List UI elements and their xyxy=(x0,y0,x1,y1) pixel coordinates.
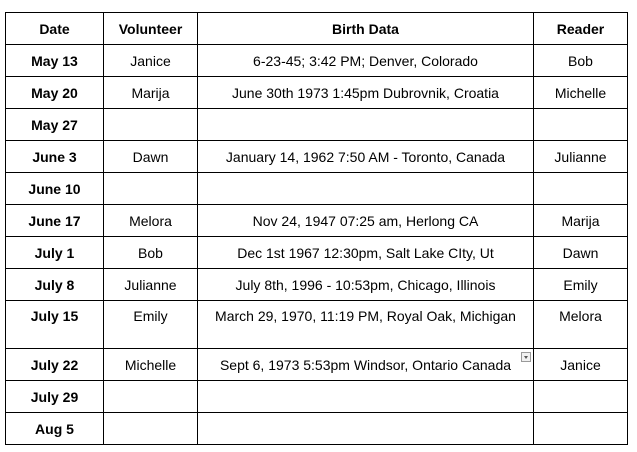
table-row xyxy=(6,269,628,301)
volunteer-cell[interactable]: Melora xyxy=(104,205,198,237)
table-row xyxy=(6,237,628,269)
table-row xyxy=(6,205,628,237)
date-cell[interactable]: July 8 xyxy=(6,269,104,301)
birth-data-cell[interactable] xyxy=(198,413,534,445)
birth-data-cell[interactable] xyxy=(198,173,534,205)
schedule-table-container xyxy=(5,12,628,445)
volunteer-cell[interactable]: Marija xyxy=(104,77,198,109)
birth-data-text: Sept 6, 1973 5:53pm Windsor, Ontario Canada xyxy=(219,356,512,373)
reader-cell[interactable]: Emily xyxy=(534,269,628,301)
birth-data-cell[interactable]: June 30th 1973 1:45pm Dubrovnik, Croatia xyxy=(198,77,534,109)
header-row xyxy=(6,13,628,45)
table-row xyxy=(6,349,628,381)
date-cell[interactable]: May 13 xyxy=(6,45,104,77)
schedule-table xyxy=(5,12,628,445)
date-cell[interactable]: May 20 xyxy=(6,77,104,109)
reader-cell[interactable]: Dawn xyxy=(534,237,628,269)
volunteer-cell[interactable] xyxy=(104,173,198,205)
volunteer-cell[interactable]: Bob xyxy=(104,237,198,269)
reader-cell[interactable] xyxy=(534,381,628,413)
birth-data-cell[interactable] xyxy=(198,381,534,413)
date-cell[interactable]: Aug 5 xyxy=(6,413,104,445)
date-cell[interactable]: July 15 xyxy=(6,301,104,349)
volunteer-cell[interactable]: Julianne xyxy=(104,269,198,301)
header-birth-data[interactable]: Birth Data xyxy=(198,13,534,45)
reader-cell[interactable] xyxy=(534,109,628,141)
header-volunteer[interactable]: Volunteer xyxy=(104,13,198,45)
table-row xyxy=(6,141,628,173)
volunteer-cell[interactable]: Janice xyxy=(104,45,198,77)
volunteer-cell[interactable]: Emily xyxy=(104,301,198,349)
birth-data-cell[interactable] xyxy=(198,109,534,141)
table-row xyxy=(6,173,628,205)
date-cell[interactable]: June 17 xyxy=(6,205,104,237)
reader-cell[interactable]: Michelle xyxy=(534,77,628,109)
table-row xyxy=(6,413,628,445)
date-cell[interactable]: July 1 xyxy=(6,237,104,269)
header-reader[interactable]: Reader xyxy=(534,13,628,45)
table-row xyxy=(6,109,628,141)
volunteer-cell[interactable]: Michelle xyxy=(104,349,198,381)
birth-data-cell[interactable]: July 8th, 1996 - 10:53pm, Chicago, Illinois xyxy=(198,269,534,301)
volunteer-cell[interactable] xyxy=(104,413,198,445)
reader-cell[interactable] xyxy=(534,173,628,205)
date-cell[interactable]: June 10 xyxy=(6,173,104,205)
reader-cell[interactable]: Melora xyxy=(534,301,628,349)
date-cell[interactable]: July 22 xyxy=(6,349,104,381)
reader-cell[interactable]: Janice xyxy=(534,349,628,381)
table-row xyxy=(6,45,628,77)
date-cell[interactable]: May 27 xyxy=(6,109,104,141)
birth-data-cell[interactable]: January 14, 1962 7:50 AM - Toronto, Canada xyxy=(198,141,534,173)
volunteer-cell[interactable] xyxy=(104,381,198,413)
birth-data-cell[interactable]: Dec 1st 1967 12:30pm, Salt Lake CIty, Ut xyxy=(198,237,534,269)
birth-data-cell[interactable]: Nov 24, 1947 07:25 am, Herlong CA xyxy=(198,205,534,237)
table-row xyxy=(6,381,628,413)
dropdown-arrow-icon[interactable] xyxy=(521,352,531,362)
table-row xyxy=(6,77,628,109)
reader-cell[interactable]: Marija xyxy=(534,205,628,237)
birth-data-cell[interactable] xyxy=(198,349,534,381)
volunteer-cell[interactable]: Dawn xyxy=(104,141,198,173)
reader-cell[interactable] xyxy=(534,413,628,445)
table-row xyxy=(6,301,628,349)
volunteer-cell[interactable] xyxy=(104,109,198,141)
date-cell[interactable]: June 3 xyxy=(6,141,104,173)
birth-data-cell[interactable]: 6-23-45; 3:42 PM; Denver, Colorado xyxy=(198,45,534,77)
date-cell[interactable]: July 29 xyxy=(6,381,104,413)
header-date[interactable]: Date xyxy=(6,13,104,45)
reader-cell[interactable]: Julianne xyxy=(534,141,628,173)
reader-cell[interactable]: Bob xyxy=(534,45,628,77)
birth-data-cell[interactable]: March 29, 1970, 11:19 PM, Royal Oak, Michigan xyxy=(198,301,534,349)
